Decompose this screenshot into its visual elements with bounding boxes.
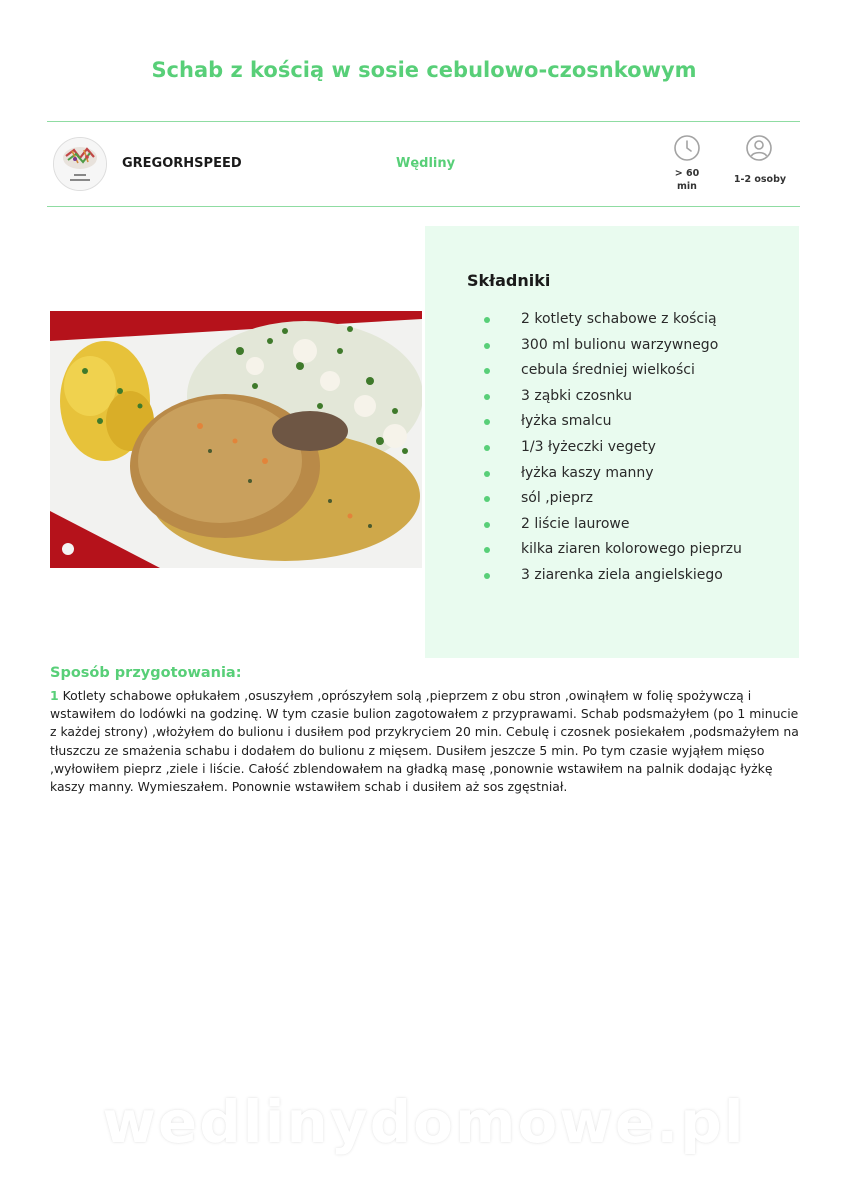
prep-time-value: > 60 <box>674 168 700 179</box>
ingredient-item: kilka ziaren kolorowego pieprzu <box>501 537 742 563</box>
step-text: Kotlety schabowe opłukałem ,osuszyłem ,oprószyłem solą ,pieprzem z obu stron ,owinąłem w folię spożywczą i wstawiłem do lodówki na godzinę. W tym czasie bulion zagotowałem z przyprawami. Schab podsmażyłem (po 1 minucie z każdej strony) ,włożyłem do bulionu i dusiłem pod przykryciem 20 min. Cebulę i czosnek posiekałem ,podsmażyłem na tłuszczu ze smażenia schabu i dodałem do bulionu z mięsem. Dusiłem jeszcze 5 min. Po tym czasie wyjąłem mięso ,wyłowiłem pieprz ,ziele i liście. Całość zblendowałem na gładką masę ,ponownie wstawiłem na palnik dodając łyżkę kaszy manny. Wymieszałem. Ponownie wstawiłem schab i dusiłem aż sos zgęstniał. <box>50 688 799 795</box>
ingredient-item: 2 liście laurowe <box>501 512 742 538</box>
ingredients-panel <box>425 226 799 658</box>
servings: 1-2 osoby <box>733 174 787 185</box>
ingredient-item: 1/3 łyżeczki vegety <box>501 435 742 461</box>
bullet-icon <box>484 496 490 502</box>
recipe-title: Schab z kością w sosie cebulowo-czosnkowym <box>151 58 697 82</box>
bullet-icon <box>484 317 490 323</box>
ingredient-item: cebula średniej wielkości <box>501 358 742 384</box>
ingredients-heading: Składniki <box>467 271 551 290</box>
bullet-icon <box>484 573 490 579</box>
category-link[interactable]: Wędliny <box>396 156 456 171</box>
ingredient-item: łyżka smalcu <box>501 409 742 435</box>
author-avatar[interactable] <box>53 137 107 191</box>
bullet-icon <box>484 394 490 400</box>
user-icon <box>745 134 773 166</box>
header-divider-top <box>47 121 800 122</box>
prep-time <box>660 167 714 193</box>
ingredients-list <box>501 307 742 589</box>
header-divider-bottom <box>47 206 800 207</box>
bullet-icon <box>484 547 490 553</box>
recipe-photo <box>50 311 422 568</box>
ingredient-item: sól ,pieprz <box>501 486 742 512</box>
bullet-icon <box>484 522 490 528</box>
prep-time-unit: min <box>677 181 697 192</box>
method-step <box>50 687 800 796</box>
step-number: 1 <box>50 688 59 703</box>
method-heading: Sposób przygotowania: <box>50 665 242 681</box>
bullet-icon <box>484 419 490 425</box>
clock-icon <box>673 134 701 166</box>
bullet-icon <box>484 471 490 477</box>
ingredient-item: łyżka kaszy manny <box>501 461 742 487</box>
bullet-icon <box>484 343 490 349</box>
site-watermark: wedlinydomowe.pl <box>102 1088 746 1156</box>
ingredient-item: 3 ziarenka ziela angielskiego <box>501 563 742 589</box>
bullet-icon <box>484 368 490 374</box>
bullet-icon <box>484 445 490 451</box>
author-name[interactable]: GREGORHSPEED <box>122 156 242 171</box>
avatar-image <box>54 138 106 190</box>
ingredient-item: 2 kotlety schabowe z kością <box>501 307 742 333</box>
ingredient-item: 300 ml bulionu warzywnego <box>501 333 742 359</box>
ingredient-item: 3 ząbki czosnku <box>501 384 742 410</box>
